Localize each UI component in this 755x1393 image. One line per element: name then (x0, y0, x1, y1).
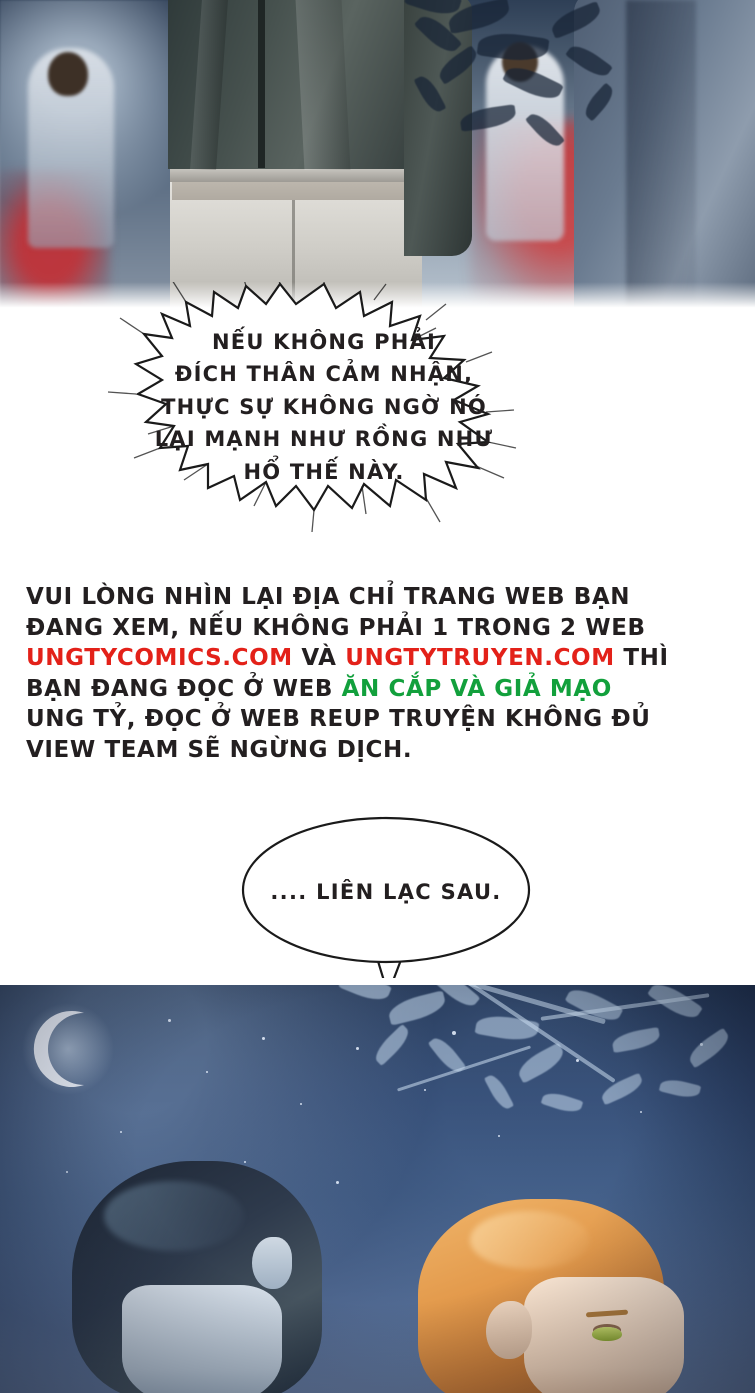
warning-line-5: UNG TỶ, ĐỌC Ở WEB REUP TRUYỆN KHÔNG ĐỦ (26, 706, 651, 733)
oval-speech-bubble (236, 812, 536, 992)
leaf-cluster-top (400, 0, 630, 180)
panel-night-sky (0, 985, 755, 1393)
warning-site-2: UNGTYTRUYEN.COM (345, 645, 615, 672)
jacket-zipper (258, 0, 265, 168)
scanlation-warning (26, 582, 726, 765)
burst-line-2: ĐÍCH THÂN CẢM NHẬN, (174, 362, 474, 387)
warning-line-4-head: BẠN ĐANG ĐỌC Ở WEB (26, 675, 334, 702)
burst-line-4: LẠI MẠNH NHƯ RỒNG NHƯ (154, 427, 494, 452)
panel-vignette (0, 985, 755, 1393)
warning-line-6: VIEW TEAM SẼ NGỪNG DỊCH. (26, 736, 413, 763)
warning-line-4 (26, 674, 726, 705)
panel-daytime-street (0, 0, 755, 310)
warning-line-3 (26, 643, 726, 674)
background-figure-left-head (48, 52, 88, 96)
foreground-figure-right-shadow (626, 0, 696, 310)
burst-line-1: NẾU KHÔNG PHẢI (212, 329, 436, 354)
warning-highlight: ĂN CẮP VÀ GIẢ MẠO (341, 675, 612, 702)
warning-line-3-tail: THÌ (623, 645, 669, 672)
burst-line-3: THỰC SỰ KHÔNG NGỜ NÓ (161, 394, 487, 419)
warning-line-2: ĐANG XEM, NẾU KHÔNG PHẢI 1 TRONG 2 WEB (26, 614, 646, 641)
warning-line-1: VUI LÒNG NHÌN LẠI ĐỊA CHỈ TRANG WEB BẠN (26, 584, 631, 610)
warning-conjunction: VÀ (301, 645, 337, 672)
warning-site-1: UNGTYCOMICS.COM (26, 645, 293, 672)
jagged-speech-bubble (74, 282, 574, 532)
burst-line-5: HỔ THẾ NÀY. (243, 459, 405, 484)
oval-bubble-text: .... LIÊN LẠC SAU. (270, 880, 502, 904)
jacket-fold-right (296, 0, 351, 170)
